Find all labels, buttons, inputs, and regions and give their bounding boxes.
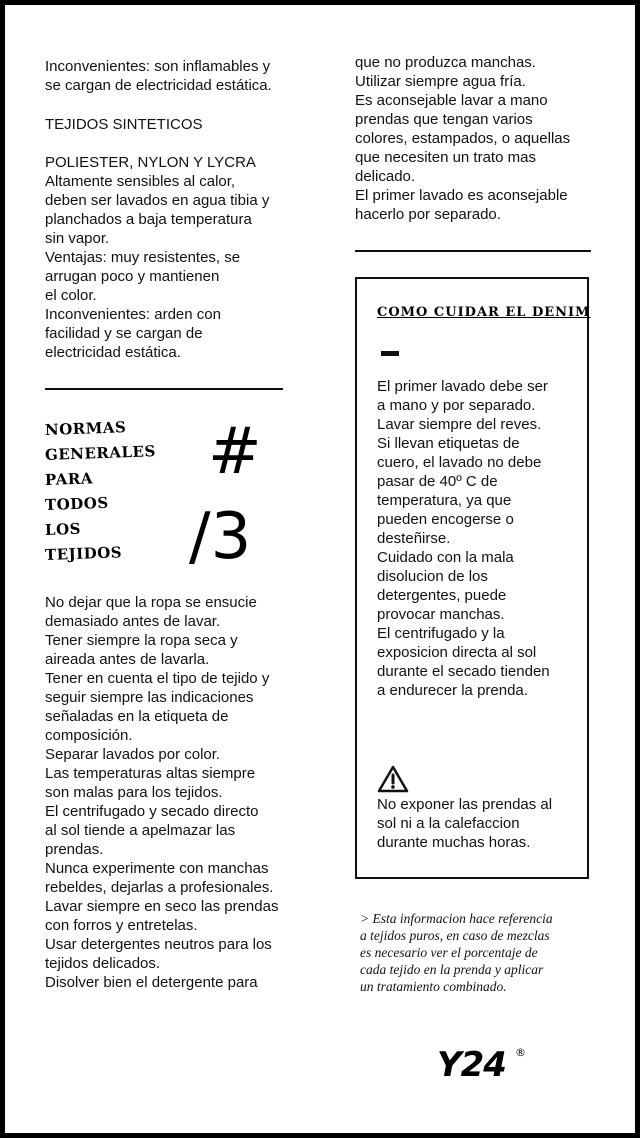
- heading-tejidos-sinteticos: TEJIDOS SINTETICOS: [45, 116, 203, 133]
- warning-triangle-icon: [377, 765, 409, 793]
- section-hash: #: [208, 415, 262, 489]
- brand-logo: Y24: [437, 1045, 506, 1085]
- normas-line: GENERALES: [44, 442, 157, 464]
- normas-line: NORMAS: [44, 418, 127, 439]
- denim-box: [355, 277, 589, 879]
- manual-page: [5, 5, 635, 1133]
- normas-line: TEJIDOS: [44, 543, 123, 564]
- registered-mark: ®: [515, 1046, 526, 1059]
- footnote: > Esta informacion hace referencia a tejidos puros, en caso de mezclas es necesario ver el porcentaje de cada tejido en la prenda y aplicar un tratamiento combinado.: [360, 911, 553, 994]
- continued-text: que no produzca manchas. Utilizar siempre agua fría. Es aconsejable lavar a mano prendas que tengan varios colores, estampados, o aquellas que necesiten un trato mas delicado. El primer lavado es aconsejable hacerlo por separado.: [355, 54, 571, 223]
- sinteticos-text: POLIESTER, NYLON Y LYCRA Altamente sensibles al calor, deben ser lavados en agua tibia y planchados a baja temperatura sin vapor. Ventajas: muy resistentes, se arrugan poco y mantienen el color. Inconvenientes: arden con facilidad y se cargan de electricidad estática.: [45, 154, 270, 361]
- title-dash: [381, 351, 399, 356]
- section-number: /3: [189, 500, 252, 574]
- normas-line: TODOS: [44, 493, 109, 514]
- denim-title: COMO CUIDAR EL DENIM: [377, 305, 591, 320]
- warning-text: No exponer las prendas al sol ni a la calefaccion durante muchas horas.: [377, 796, 553, 851]
- normas-text: No dejar que la ropa se ensucie demasiado antes de lavar. Tener siempre la ropa seca y aireada antes de lavarla. Tener en cuenta el tipo de tejido y seguir siempre las indicaciones señaladas en la etiqueta de composición. Separar lavados por color. Las temperaturas altas siempre son malas para los tejidos. El centrifugado y secado directo al sol tiende a apelmazar las prendas. Nunca experimente con manchas rebeldes, dejarlas a profesionales. Lavar siempre en seco las prendas con forros y entretelas. Usar detergentes neutros para los tejidos delicados. Disolver bien el detergente para: [45, 594, 279, 991]
- inconvenientes-text: Inconvenientes: son inflamables y se cargan de electricidad estática.: [45, 58, 272, 94]
- normas-line: LOS: [44, 519, 82, 539]
- normas-line: PARA: [44, 469, 94, 489]
- divider-right: [355, 250, 591, 252]
- divider-left: [45, 388, 283, 390]
- denim-text: El primer lavado debe ser a mano y por separado. Lavar siempre del reves. Si llevan etiquetas de cuero, el lavado no debe pasar de 40º C de temperatura, ya que pueden encogerse o desteñirse. Cuidado con la mala disolucion de los detergentes, puede provocar manchas. El centrifugado y la exposicion directa al sol durante el secado tienden a endurecer la prenda.: [377, 378, 550, 699]
